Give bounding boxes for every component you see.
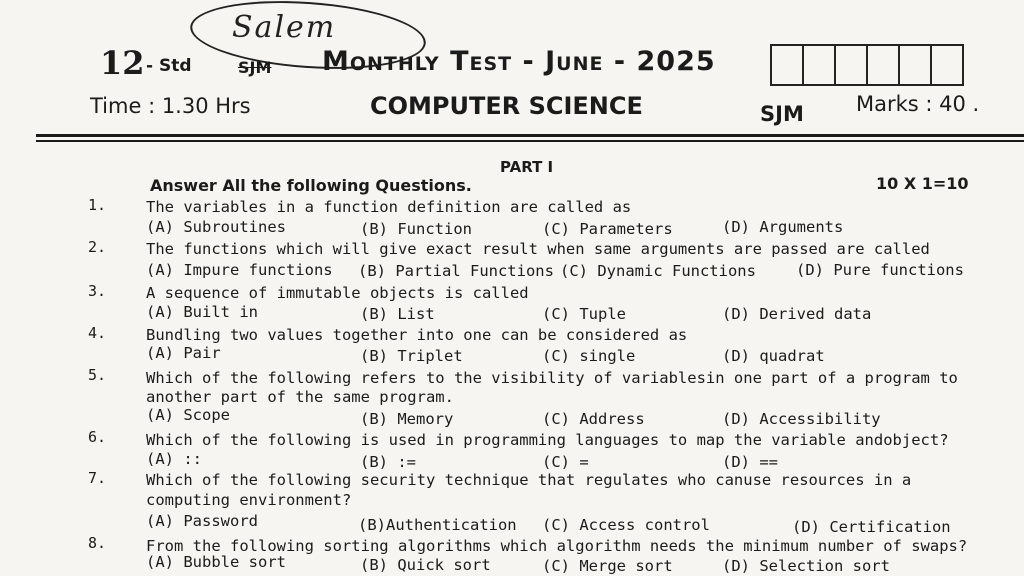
part-score: 10 X 1=10 bbox=[876, 174, 969, 193]
option-c: (C) Parameters bbox=[542, 220, 673, 238]
question-text: Which of the following is used in programming languages to map the variable andobject? bbox=[146, 431, 949, 449]
option-a: (A) Impure functions bbox=[146, 261, 333, 279]
part-title: PART I bbox=[500, 158, 554, 176]
question-text: The functions which will give exact result when same arguments are passed are called bbox=[146, 240, 930, 258]
option-b: (B) Partial Functions bbox=[358, 262, 554, 280]
option-a: (A) Built in bbox=[146, 303, 258, 321]
option-b: (B)Authentication bbox=[358, 516, 517, 534]
option-d: (D) Arguments bbox=[722, 218, 844, 236]
option-a: (A) :: bbox=[146, 450, 202, 468]
register-box bbox=[772, 46, 804, 84]
total-marks: Marks : 40 . bbox=[856, 92, 980, 116]
option-b: (B) List bbox=[360, 305, 435, 323]
option-c: (C) Address bbox=[542, 410, 645, 428]
header-divider-secondary bbox=[36, 140, 1024, 142]
question-number: 3. bbox=[88, 282, 107, 300]
option-b: (B) := bbox=[360, 453, 416, 471]
option-a: (A) Subroutines bbox=[146, 218, 286, 236]
question-text: Which of the following refers to the visibility of variablesin one part of a program to bbox=[146, 369, 958, 387]
question-number: 1. bbox=[88, 196, 107, 214]
option-c: (C) single bbox=[542, 347, 636, 365]
test-title: Monthly Test - June - 2025 bbox=[322, 46, 716, 77]
time-allowed: Time : 1.30 Hrs bbox=[90, 94, 251, 118]
option-b: (B) Memory bbox=[360, 410, 454, 428]
handwritten-note: Salem bbox=[232, 10, 337, 45]
question-number: 5. bbox=[88, 366, 107, 384]
option-c: (C) Access control bbox=[542, 516, 710, 534]
part-instruction: Answer All the following Questions. bbox=[150, 176, 472, 195]
option-c: (C) Dynamic Functions bbox=[560, 262, 756, 280]
option-d: (D) quadrat bbox=[722, 347, 825, 365]
option-b: (B) Quick sort bbox=[360, 556, 491, 574]
question-text: Which of the following security technique that regulates who canuse resources in a bbox=[146, 471, 912, 489]
option-a: (A) Bubble sort bbox=[146, 553, 286, 571]
option-b: (B) Function bbox=[360, 220, 472, 238]
option-d: (D) Accessibility bbox=[722, 410, 881, 428]
register-box bbox=[836, 46, 868, 84]
register-box bbox=[804, 46, 836, 84]
question-text: From the following sorting algorithms which algorithm needs the minimum number of swaps? bbox=[146, 537, 968, 555]
question-text-continued: another part of the same program. bbox=[146, 388, 454, 406]
register-box bbox=[868, 46, 900, 84]
struck-publisher: SJM bbox=[238, 58, 272, 77]
option-a: (A) Pair bbox=[146, 344, 221, 362]
option-c: (C) Tuple bbox=[542, 305, 626, 323]
question-text: A sequence of immutable objects is called bbox=[146, 284, 529, 302]
question-text: Bundling two values together into one can be considered as bbox=[146, 326, 688, 344]
option-d: (D) == bbox=[722, 453, 778, 471]
option-a: (A) Password bbox=[146, 512, 258, 530]
publisher-label: SJM bbox=[760, 102, 804, 126]
std-number: 12 bbox=[100, 44, 145, 82]
question-number: 8. bbox=[88, 534, 107, 552]
question-text-continued: computing environment? bbox=[146, 491, 352, 509]
question-text: The variables in a function definition are called as bbox=[146, 198, 632, 216]
option-c: (C) = bbox=[542, 453, 589, 471]
option-d: (D) Selection sort bbox=[722, 557, 890, 575]
option-a: (A) Scope bbox=[146, 406, 230, 424]
option-d: (D) Derived data bbox=[722, 305, 872, 323]
question-number: 4. bbox=[88, 324, 107, 342]
option-d: (D) Pure functions bbox=[796, 261, 964, 279]
register-box bbox=[932, 46, 962, 84]
std-label: - Std bbox=[146, 56, 192, 76]
question-number: 2. bbox=[88, 238, 107, 256]
register-number-boxes bbox=[770, 44, 964, 86]
register-box bbox=[900, 46, 932, 84]
header-divider bbox=[36, 134, 1024, 137]
subject-title: COMPUTER SCIENCE bbox=[370, 92, 643, 120]
question-number: 7. bbox=[88, 469, 107, 487]
option-b: (B) Triplet bbox=[360, 347, 463, 365]
question-number: 6. bbox=[88, 428, 107, 446]
option-c: (C) Merge sort bbox=[542, 557, 673, 575]
option-d: (D) Certification bbox=[792, 518, 951, 536]
